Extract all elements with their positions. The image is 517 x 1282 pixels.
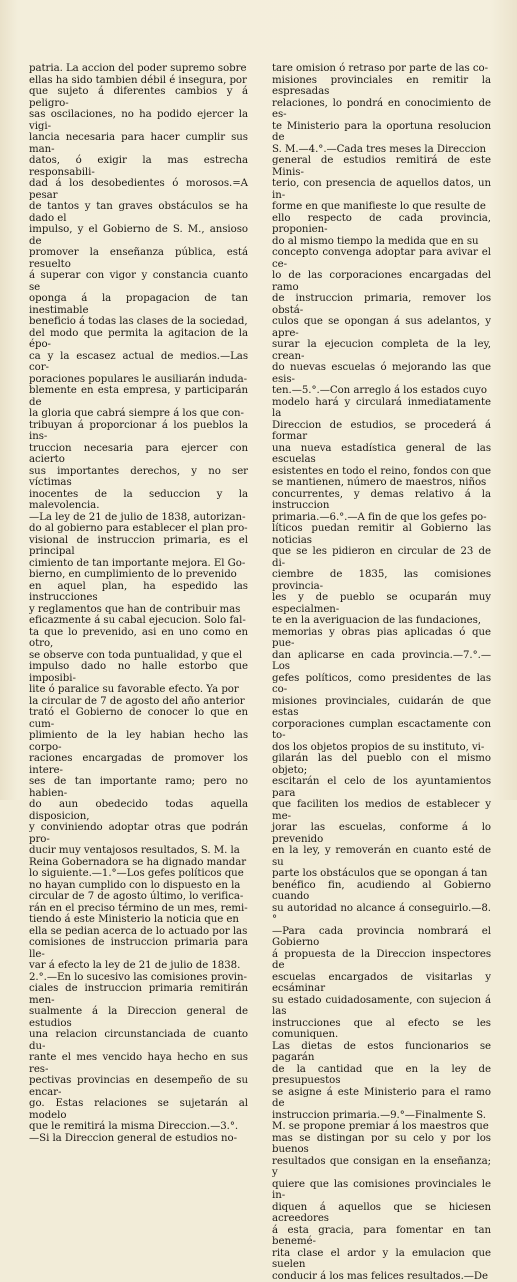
right-column [272,63,491,1282]
left-column [29,63,248,1144]
left-column-text: patria. La accion del poder supremo sobre ellas ha sido tambien débil é insegura, por que sujeto á diferentes cambios y á peligro- sas oscilaciones, no ha podido ejercer la vigi- lancia necesaria para hacer cumplir sus man- datos, ó exigir la mas estrecha responsabili- dad á los desobedientes ó morosos.=A pesar de tantos y tan graves obstáculos se ha dado el impulso, y el Gobierno de S. M., ansioso de promover la enseñanza pública, está resuelto á superar con vigor y constancia cuanto se oponga á la propagacion de tan inestimable beneficio á todas las clases de la sociedad, del modo que permita la agitacion de la épo- ca y la escasez actual de medios.—Las cor- poraciones populares le ausiliarán induda- blemente en esta empresa, y participarán de la gloria que cabrá siempre á los que con- tribuyan á proporcionar á los pueblos la ins- truccion necesaria para ejercer con acierto sus importantes derechos, y no ser víctimas inocentes de la seduccion y la malevolencia. —La ley de 21 de julio de 1838, autorizan- do al gobierno para establecer el plan pro- visional de instruccion primaria, es el principal cimiento de tan importante mejora. El Go- bierno, en cumplimiento de lo prevenido en aquel plan, ha espedido las instrucciones y reglamentos que han de contribuir mas eficazmente á su cabal ejecucion. Solo fal- ta que lo prevenido, asi en uno como en otro, se observe con toda puntualidad, y que el impulso dado no halle estorbo que imposibi- lite ó paralice su favorable efecto. Ya por la circular de 7 de agosto del año anterior trató el Gobierno de conocer lo que en cum- plimiento de la ley habian hecho las corpo- raciones encargadas de promover los intere- ses de tan importante ramo; pero no habien- do aun obedecido todas aquella disposicion, y conviniendo adoptar otras que podrán pro- ducir muy ventajosos resultados, S. M. la Reina Gobernadora se ha dignado mandar lo siguiente.—1.°—Los gefes políticos que no hayan cumplido con lo dispuesto en la circular de 7 de agosto último, lo verifica- rán en el preciso término de un mes, remi- tiendo á este Ministerio la noticia que en ella se pedian acerca de lo actuado por las comisiones de instruccion primaria para lle- var á efecto la ley de 21 de julio de 1838. 2.°.—En lo sucesivo las comisiones provin- ciales de instruccion primaria remitirán men- sualmente á la Direccion general de estudios una relacion circunstanciada de cuanto du- rante el mes vencido haya hecho en sus res- pectivas provincias en desempeño de su encar- go. Estas relaciones se sujetarán al modelo que le remitirá la misma Direccion.—3.°. —Si la Direccion general de estudios no- [29,63,248,1144]
right-column-text: tare omision ó retraso por parte de las co- misiones provinciales en remitir la espresadas relaciones, lo pondrá en conocimiento de es- te Ministerio para la oportuna resolucion de S. M.—4.°.—Cada tres meses la Direccion general de estudios remitirá de este Minis- terio, con presencia de aquellos datos, un in- forme en que manifieste lo que resulte de ello respecto de cada provincia, proponien- do al mismo tiempo la medida que en su concepto convenga adoptar para avivar el ce- lo de las corporaciones encargadas del ramo de instruccion primaria, remover los obstá- culos que se opongan á sus adelantos, y apre- surar la ejecucion completa de la ley, crean- do nuevas escuelas ó mejorando las que esis- ten.—5.°.—Con arreglo á los estados cuyo modelo hará y circulará inmediatamente la Direccion de estudios, se procederá á formar una nueva estadística general de las escuelas esistentes en todo el reino, fondos con que se mantienen, número de maestros, niños concurrentes, y demas relativo á la instruccion primaria.—6.°.—A fin de que los gefes po- líticos puedan remitir al Gobierno las noticias que se les pidieron en circular de 23 de di- ciembre de 1835, las comisiones provincia- les y de pueblo se ocuparán muy especialmen- te en la averiguacion de las fundaciones, memorias y obras pias aplicadas ó que pue- dan aplicarse en cada provincia.—7.°.—Los gefes políticos, como presidentes de las co- misiones provinciales, cuidarán de que estas corporaciones cumplan escactamente con to- dos los objetos propios de su instituto, vi- gilarán las del pueblo con el mismo objeto; escitarán el celo de los ayuntamientos para que faciliten los medios de establecer y me- jorar las escuelas, conforme á lo prevenido en la ley, y removerán en cuanto esté de su parte los obstáculos que se opongan á tan benéfico fin, acudiendo al Gobierno cuando su autoridad no alcance á conseguirlo.—8.° —Para cada provincia nombrará el Gobierno á propuesta de la Direccion inspectores de escuelas encargados de visitarlas y ecsáminar su estado cuidadosamente, con sujecion á las instrucciones que al efecto se les comuniquen. Las dietas de estos funcionarios se pagarán de la cantidad que en la ley de presupuestos se asigne á este Ministerio para el ramo de instruccion primaria.—9.°—Finalmente S. M. se propone premiar á los maestros que mas se distingan por su celo y por los buenos resultados que consigan en la enseñanza; y quiere que las comisiones provinciales le in- diquen á aquellos que se hiciesen acreedores á esta gracia, para fomentar en tan benemé- rita clase el ardor y la emulacion que suelen conducir á los mas felices resultados.—De [272,63,492,1282]
